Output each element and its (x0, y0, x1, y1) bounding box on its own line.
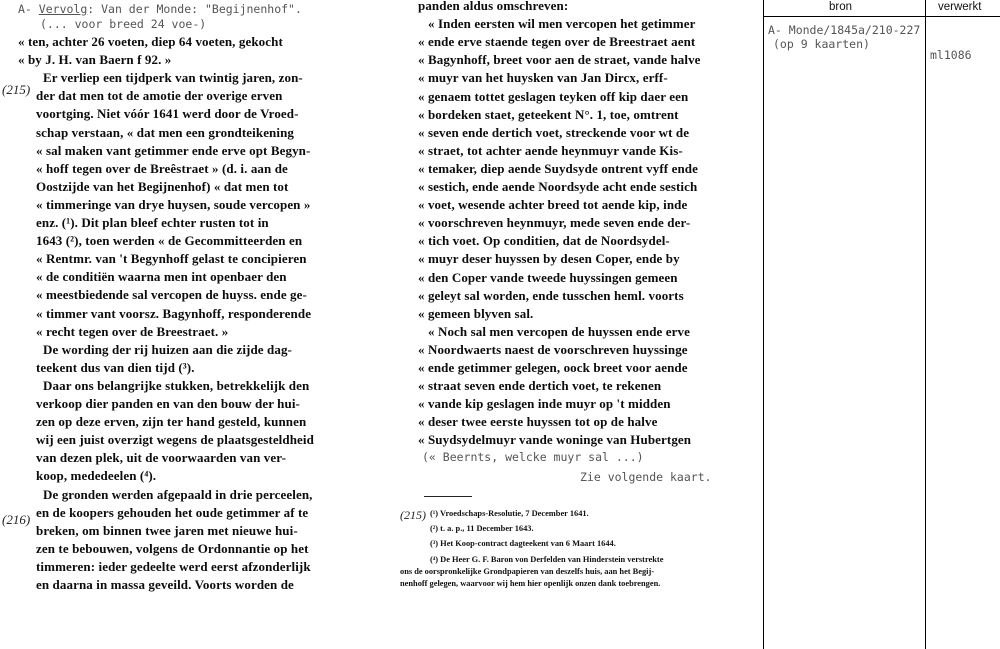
footnote-rule (424, 496, 472, 497)
text-line: « geleyt sal worden, ende tusschen heml. voorts (418, 287, 684, 303)
text-line: « deser twee eerste huyssen tot op de halve (418, 414, 658, 430)
footnote-margin-215: (215) (400, 508, 426, 522)
text-line: « recht tegen over de Breestraet. » (36, 323, 229, 339)
text-line: « ende erve staende tegen over de Breestraet aent (418, 34, 696, 50)
text-line: « tich voet. Op conditien, dat de Noordsydel- (418, 233, 670, 249)
text-line: « Noordwaerts naest de voorschreven huyssinge (418, 341, 688, 357)
text-line: « muyr deser huyssen by desen Coper, ende by (418, 251, 680, 267)
text-line: (¹) Vroedschaps-Resolutie, 7 December 1641. (430, 509, 589, 518)
text-line: « temaker, diep aende Suydsyde ontrent vyff ende (418, 160, 698, 176)
text-line: « sal maken vant getimmer ende erve opt Begyn- (36, 142, 311, 158)
text-line: « ten, achter 26 voeten, diep 64 voeten, gekocht (18, 34, 283, 49)
text-line: De wording der rij huizen aan die zijde dag- (43, 341, 292, 357)
text-line: « vande kip geslagen inde muyr op 't midden (418, 396, 671, 412)
text-line: nenhoff gelegen, waarvoor wij hem hier openlijk onzen dank toebrengen. (400, 578, 661, 588)
text-line: panden aldus omschreven: (418, 0, 569, 13)
verwerkt-value: ml1086 (930, 48, 972, 62)
text-line: « seven ende dertich voet, streckende voor wt de (418, 124, 690, 140)
table-header-verwerkt: verwerkt (938, 1, 982, 13)
text-line: en daarna in massa geveild. Voorts worden de (36, 577, 294, 592)
text-line: wij een juist overzigt wegens de plaatsgesteldheid (36, 432, 314, 448)
text-line: « hoff tegen over de Breêstraet » (d. i. aan de (36, 160, 288, 176)
bron-card-count: (op 9 kaarten) (773, 37, 870, 51)
typed-annotation (18, 2, 302, 16)
text-line: zen te bebouwen, volgens de Ordonnantie op het (36, 540, 309, 556)
text-line: en de koopers gehouden het oude getimmer af te (36, 504, 309, 520)
annotation-prefix: A- (18, 2, 32, 16)
text-line: koop, mededeelen (⁴). (36, 468, 157, 484)
typed-continuation: (« Beernts, welcke muyr sal ...) (422, 450, 644, 464)
text-line: Daar ons belangrijke stukken, betrekkelijk den (43, 377, 310, 393)
text-line: (³) Het Koop-contract dagteekent van 6 Maart 1644. (430, 539, 616, 549)
text-line: « Noch sal men vercopen de huyssen ende erve (428, 323, 690, 339)
text-line: « meestbiedende sal vercopen de huyss. ende ge- (36, 287, 307, 303)
text-line: « voorschreven heynmuyr, mede seven ende der- (418, 215, 691, 231)
text-line: « den Coper vande tweede huyssingen gemeen (418, 269, 678, 285)
text-line: der dat men tot de amotie der overige erven (36, 88, 283, 104)
text-line: « Rentmr. van 't Begynhoff gelast te concipieren (36, 251, 307, 267)
text-line: verkoop dier panden en van den bouw der hui- (36, 396, 300, 411)
text-line: 1643 (²), toen werden « de Gecommitteerden en (36, 233, 303, 249)
annotation-vervolg: Vervolg (38, 2, 88, 16)
typed-next-card: Zie volgende kaart. (580, 470, 712, 484)
text-line: « timmeringe van drye huysen, soude vercopen » (36, 196, 311, 212)
text-line: « voet, wesende achter breed tot aende kip, inde (418, 197, 688, 213)
text-line: ons de oorspronkelijke Grondpapieren van deszelfs huis, aan het Begij- (400, 566, 655, 576)
text-line: « Inden eersten wil men vercopen het getimmer (428, 16, 696, 32)
footnotes (400, 500, 760, 600)
text-line: « sestich, ende aende Noordsyde acht ende sestich (418, 179, 698, 194)
text-line: « ende getimmer gelegen, oock breet voor aende (418, 360, 688, 375)
margin-note-216: (216) (2, 512, 31, 527)
text-line: Er verliep een tijdperk van twintig jaren, zon- (43, 70, 303, 86)
text-line: zen op deze erven, zijn ter hand gesteld, kunnen (36, 414, 307, 430)
annotation-title: : Van der Monde: "Begijnenhof". (87, 2, 302, 16)
table-left-border (763, 0, 764, 649)
table-header-rule (763, 16, 1000, 17)
text-line: schap verstaan, « dat men een grondteikening (36, 124, 295, 140)
text-line: « bordeken staet, geteekent N°. 1, toe, omtrent (418, 106, 679, 122)
text-line: Oostzijde van het Begijnenhof) « dat men tot (36, 178, 289, 194)
table-header-bron: bron (829, 1, 853, 13)
text-line: De gronden werden afgepaald in drie perceelen, (43, 486, 313, 502)
text-line: timmeren: ieder gedeelte werd eerst afzonderlijk (36, 558, 311, 574)
text-line: enz. (¹). Dit plan bleef echter rusten tot in (36, 215, 269, 230)
bron-reference: A- Monde/1845a/210-227 (768, 23, 921, 37)
margin-note-215: (215) (2, 82, 31, 97)
text-line: « straat seven ende dertich voet, te rekenen (418, 378, 662, 394)
text-line: « muyr van het huysken van Jan Dircx, erff- (418, 70, 668, 86)
text-line: « Bagynhoff, breet voor aen de straet, vande halve (418, 52, 701, 68)
text-line: « Suydsydelmuyr vande woninge van Hubertgen (418, 432, 692, 448)
text-line: voortging. Niet vóór 1641 werd door de Vroed- (36, 106, 299, 122)
table-column-divider (925, 0, 926, 649)
text-line: « by J. H. van Baern f 92. » (18, 52, 172, 68)
text-line: (²) t. a. p., 11 December 1643. (430, 524, 534, 534)
text-line: « gemeen blyven sal. (418, 305, 534, 321)
left-text-column (2, 0, 378, 600)
text-line: « straet, tot achter aende heynmuyr vande Kis- (418, 142, 683, 158)
typed-annotation-continuation: (... voor breed 24 voe-) (40, 17, 207, 31)
text-line: « timmer vant voorsz. Bagynhoff, responderende (36, 305, 312, 321)
text-line: van dezen plek, uit de voorwaarden van ver- (36, 450, 287, 466)
text-line: breken, om binnen twee jaren met nieuwe hui- (36, 522, 298, 538)
text-line: « de conditiën waarna men int openbaer den (36, 269, 287, 285)
text-line: « genaem tottet geslagen teyken off kip daer een (418, 88, 689, 104)
text-line: (⁴) De Heer G. F. Baron von Derfelden van Hinderstein verstrekte (430, 554, 664, 564)
text-line: teekent dus van dien tijd (³). (36, 359, 195, 375)
